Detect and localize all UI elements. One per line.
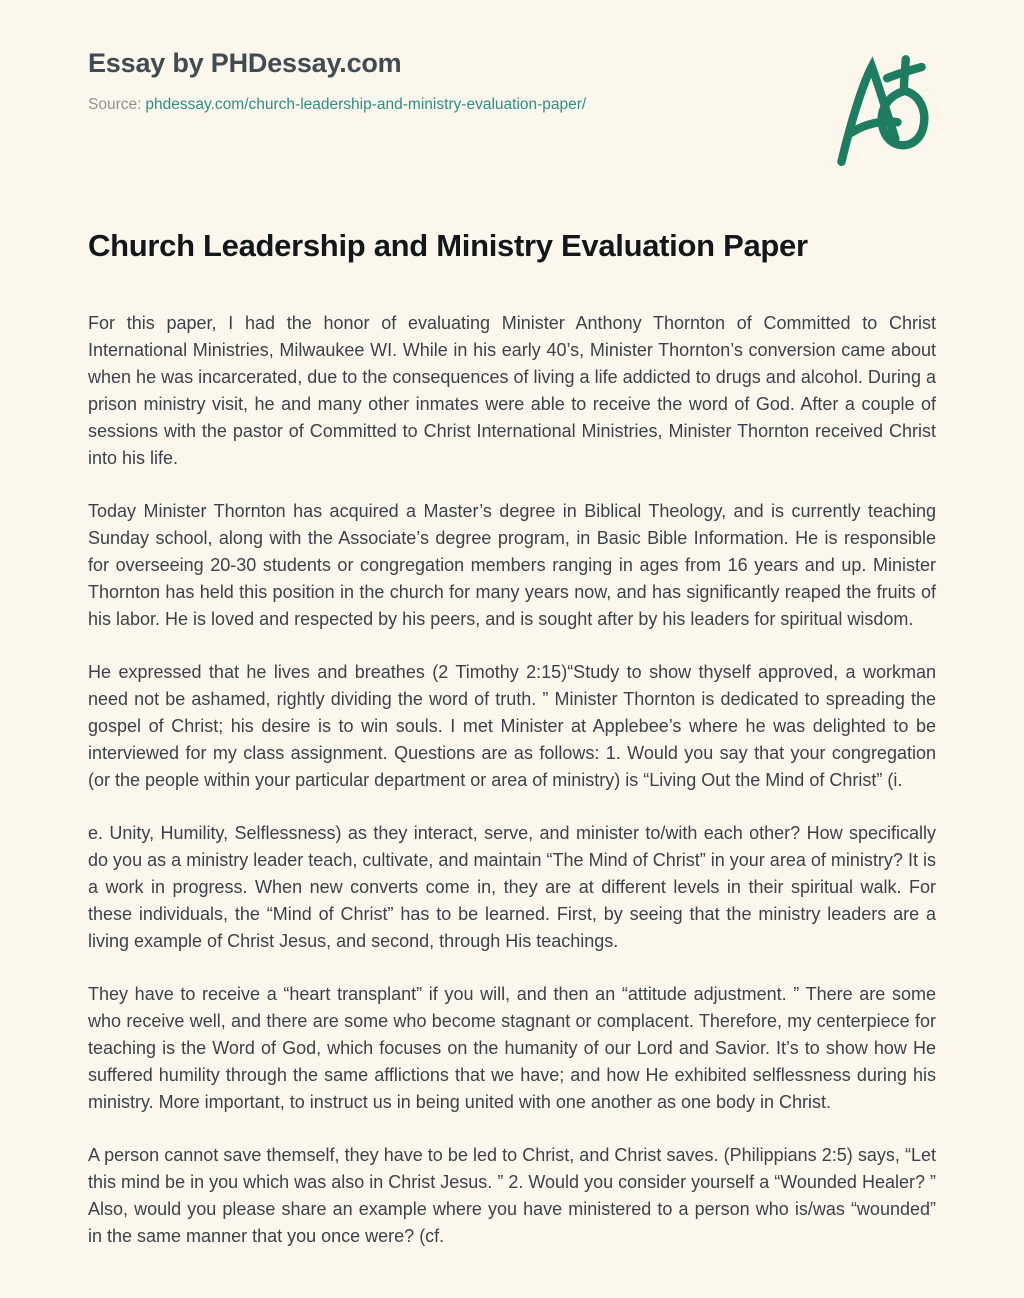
essay-paragraph: For this paper, I had the honor of evaluating Minister Anthony Thornton of Committed to Christ International Ministries, Milwaukee WI. While in his early 40’s, Minister Thornton’s conversion came about when he was incarcerated, due to the consequences of living a life addicted to drugs and alcohol. During a prison ministry visit, he and many other inmates were able to receive the word of God. After a couple of sessions with the pastor of Committed to Christ International Ministries, Minister Thornton received Christ into his life.: [88, 313, 936, 468]
essay-paragraph: A person cannot save themself, they have to be led to Christ, and Christ saves. (Philippians 2:5) says, “Let this mind be in you which was also in Christ Jesus. ” 2. Would you consider yourself a “Wounded Healer? ” Also, would you please share an example where you have ministered to a person who is/was “wounded” in the same manner that you once were? (cf.: [88, 1145, 936, 1246]
source-link[interactable]: phdessay.com/church-leadership-and-ministry-evaluation-paper/: [145, 96, 587, 113]
brand-title: Essay by PHDessay.com: [88, 48, 402, 78]
essay-body: [88, 310, 936, 1250]
essay-paragraph: They have to receive a “heart transplant” if you will, and then an “attitude adjustment. ” There are some who receive well, and there are some who become stagnant or complacent. Therefore, my centerpiece for teaching is the Word of God, which focuses on the humanity of our Lord and Savior. It’s to show how He suffered humility through the same afflictions that we have; and how He exhibited selflessness during his ministry. More important, to instruct us in being united with one another as one body in Christ.: [88, 984, 936, 1112]
essay-paragraph: e. Unity, Humility, Selflessness) as they interact, serve, and minister to/with each other? How specifically do you as a ministry leader teach, cultivate, and maintain “The Mind of Christ” in your area of ministry? It is a work in progress. When new converts come in, they are at different levels in their spiritual walk. For these individuals, the “Mind of Christ” has to be learned. First, by seeing that the ministry leaders are a living example of Christ Jesus, and second, through His teachings.: [88, 823, 936, 951]
source-label: Source:: [88, 96, 142, 113]
a-plus-logo-icon: [824, 50, 936, 168]
header-text-block: [88, 46, 586, 115]
page-header: [88, 0, 936, 168]
source-line: [88, 95, 586, 115]
page-title: Church Leadership and Ministry Evaluation Paper: [88, 228, 808, 263]
essay-paragraph: He expressed that he lives and breathes (2 Timothy 2:15)“Study to show thyself approved, a workman need not be ashamed, rightly dividing the word of truth. ” Minister Thornton is dedicated to spreading the gospel of Christ; his desire is to win souls. I met Minister at Applebee’s where he was delighted to be interviewed for my class assignment. Questions are as follows: 1. Would you say that your congregation (or the people within your particular department or area of ministry) is “Living Out the Mind of Christ” (i.: [88, 662, 936, 790]
essay-paragraph: Today Minister Thornton has acquired a Master’s degree in Biblical Theology, and is currently teaching Sunday school, along with the Associate’s degree program, in Basic Bible Information. He is responsible for overseeing 20-30 students or congregation members ranging in ages from 16 years and up. Minister Thornton has held this position in the church for many years now, and has significantly reaped the fruits of his labor. He is loved and respected by his peers, and is sought after by his leaders for spiritual wisdom.: [88, 501, 936, 629]
